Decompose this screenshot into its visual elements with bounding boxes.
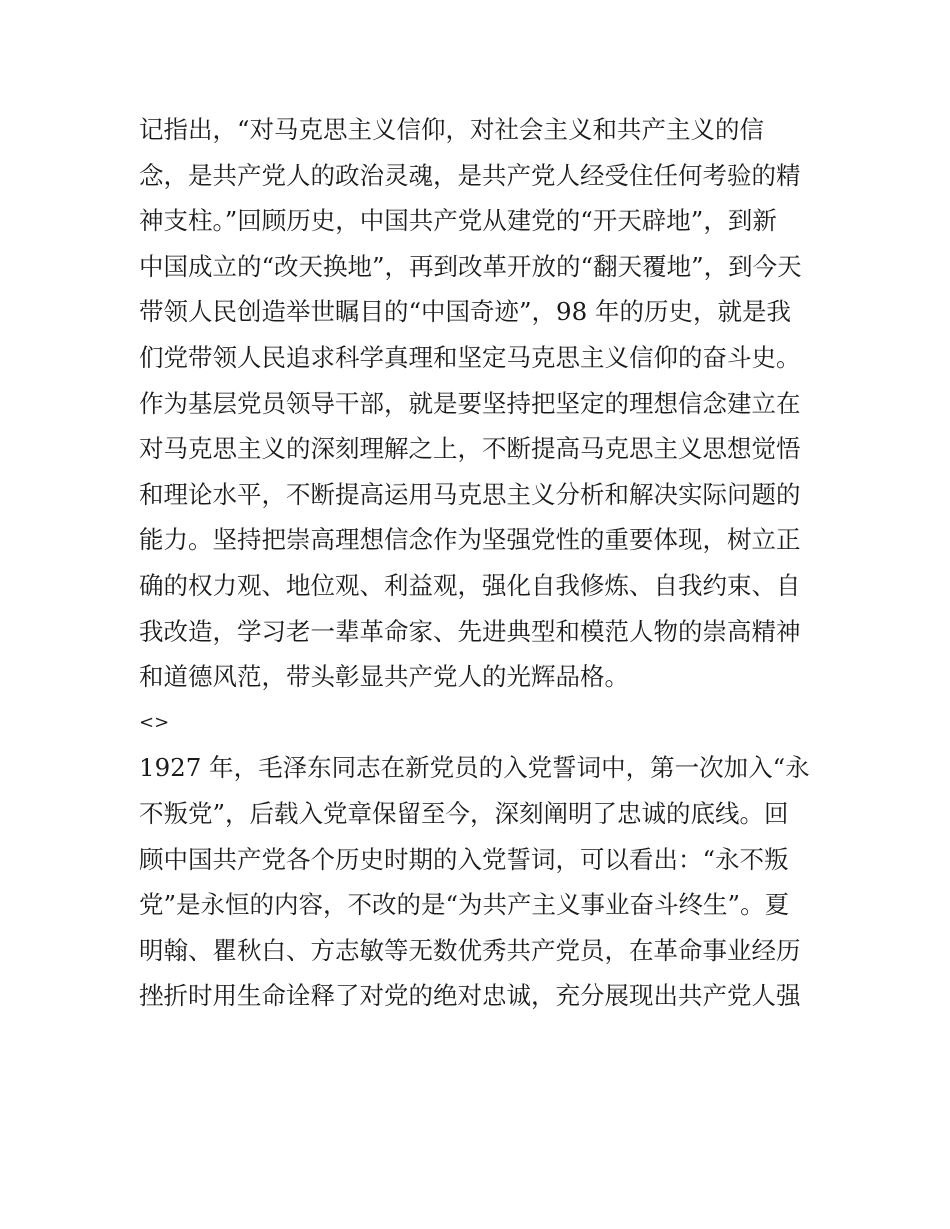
paragraph2-line: 1927 年，毛泽东同志在新党员的入党誓词中，第一次加入“永: [139, 753, 810, 783]
paragraph1-line: 我改造，学习老一辈革命家、先进典型和模范人物的崇高精神: [139, 616, 801, 646]
paragraph1-line: 带领人民创造举世瞩目的“中国奇迹”，98 年的历史，就是我: [139, 297, 792, 327]
paragraph1-line: 作为基层党员领导干部，就是要坚持把坚定的理想信念建立在: [139, 388, 801, 418]
section-separator: <>: [139, 711, 170, 733]
paragraph2-line: 明翰、瞿秋白、方志敏等无数优秀共产党员，在革命事业经历: [139, 935, 801, 965]
paragraph1-line: 中国成立的“改天换地”，再到改革开放的“翻天覆地”，到今天: [139, 251, 802, 281]
paragraph1-line: 和理论水平，不断提高运用马克思主义分析和解决实际问题的: [139, 479, 801, 509]
paragraph1-line: 和道德风范，带头彰显共产党人的光辉品格。: [139, 662, 629, 692]
paragraph1-line: 念，是共产党人的政治灵魂，是共产党人经受住任何考验的精: [139, 160, 801, 190]
paragraph1-line: 能力。坚持把崇高理想信念作为坚强党性的重要体现，树立正: [139, 525, 801, 555]
document-body: [139, 107, 819, 1019]
paragraph2-line: 不叛党”，后载入党章保留至今，深刻阐明了忠诚的底线。回: [139, 798, 789, 828]
paragraph1-line: 确的权力观、地位观、利益观，强化自我修炼、自我约束、自: [139, 570, 801, 600]
paragraph1-line: 对马克思主义的深刻理解之上，不断提高马克思主义思想觉悟: [139, 434, 801, 464]
paragraph1-line: 记指出，“对马克思主义信仰，对社会主义和共产主义的信: [139, 115, 765, 144]
paragraph2-line: 顾中国共产党各个历史时期的入党誓词，可以看出：“永不叛: [139, 844, 789, 874]
paragraph1-line: 们党带领人民追求科学真理和坚定马克思主义信仰的奋斗史。: [139, 342, 801, 372]
paragraph2-line: 挫折时用生命诠释了对党的绝对忠诚，充分展现出共产党人强: [139, 981, 801, 1011]
paragraph2-line: 党”是永恒的内容，不改的是“为共产主义事业奋斗终生”。夏: [139, 890, 790, 920]
paragraph1-line: 神支柱。”回顾历史，中国共产党从建党的“开天辟地”，到新: [139, 206, 777, 236]
